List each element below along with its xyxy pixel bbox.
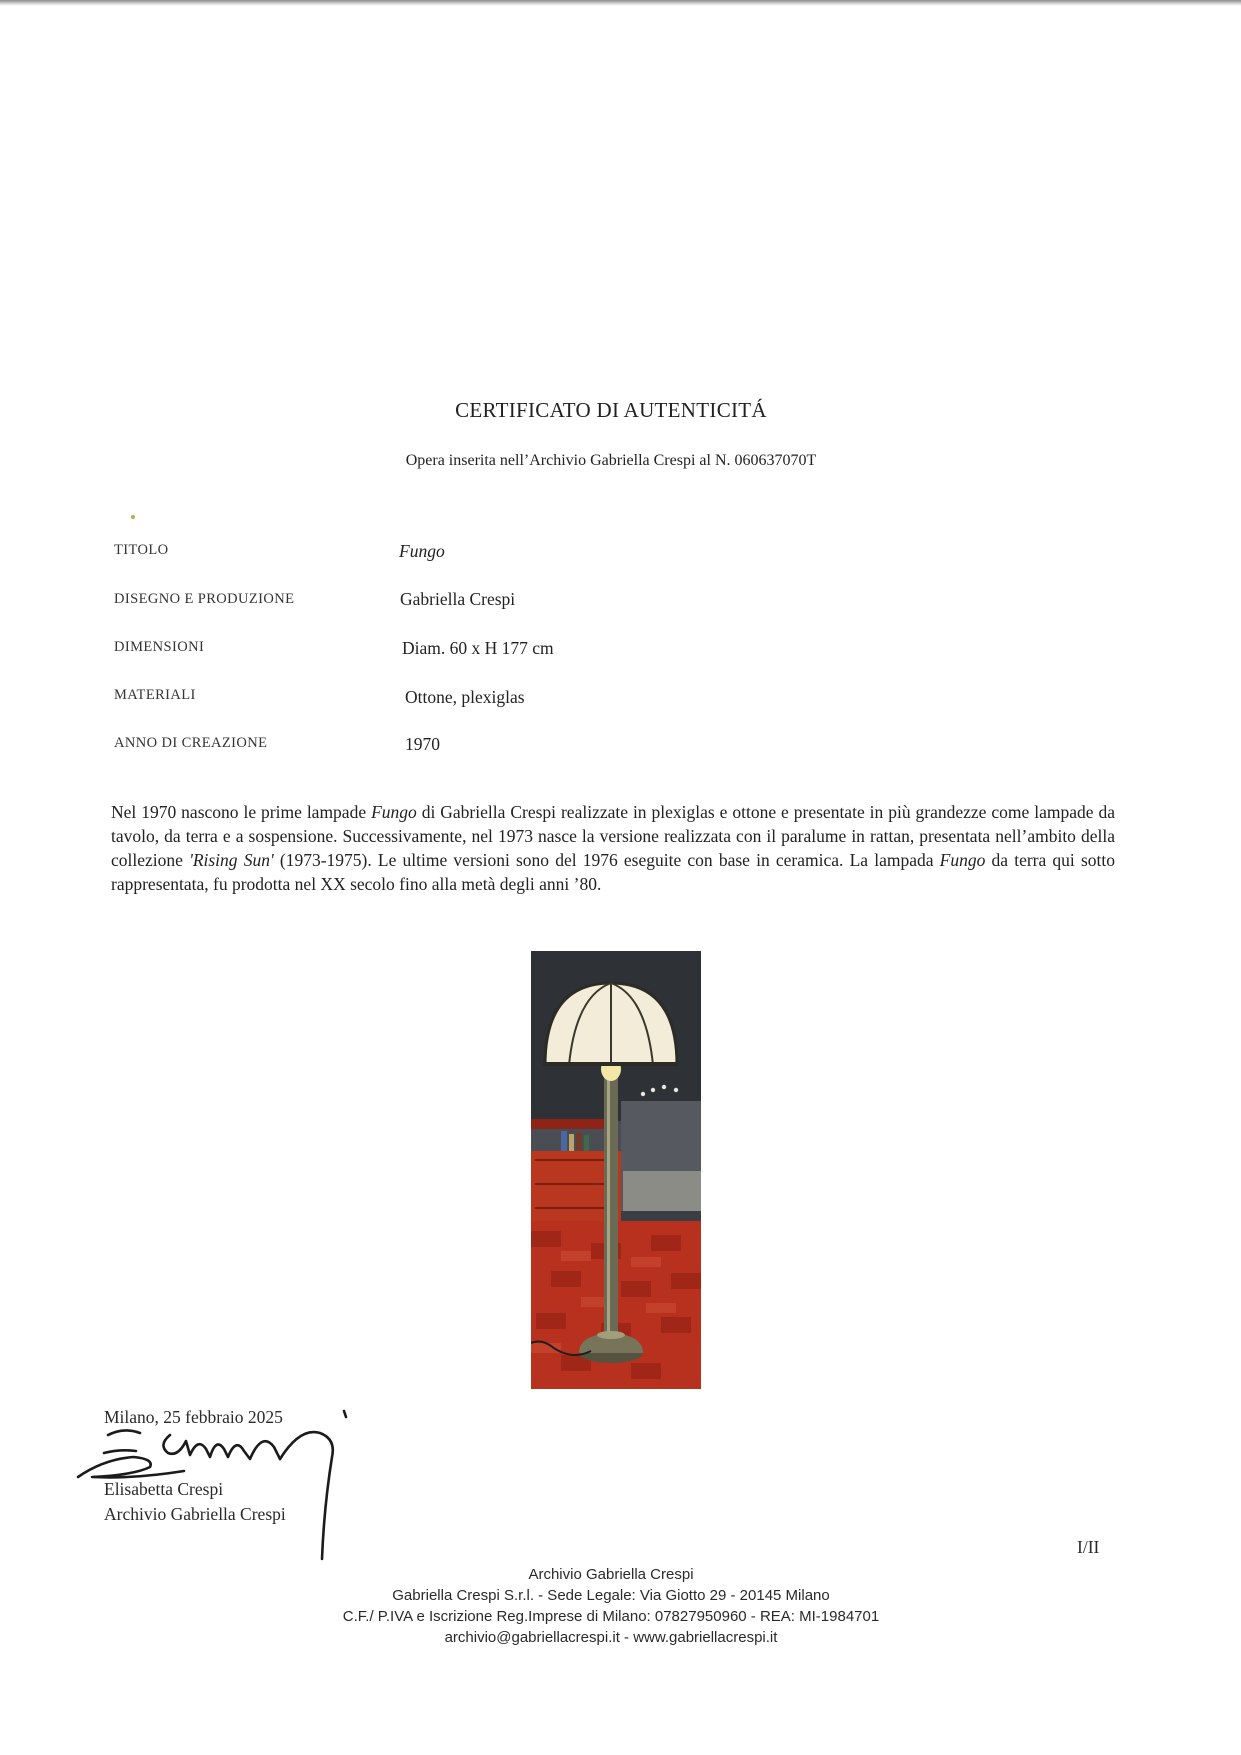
description-italic-fungo-2: Fungo <box>939 850 986 870</box>
field-label-anno: ANNO DI CREAZIONE <box>114 735 268 751</box>
description-italic-fungo: Fungo <box>371 802 417 822</box>
field-label-dimensioni: DIMENSIONI <box>114 639 205 655</box>
signer-name: Elisabetta Crespi <box>104 1479 224 1499</box>
archive-number-line: Opera inserita nell’Archivio Gabriella Crespi al N. 060637070T <box>405 452 817 469</box>
page-number: I/II <box>1077 1537 1100 1557</box>
scan-speck <box>131 515 135 519</box>
scan-top-edge <box>0 0 1241 6</box>
field-label-titolo: TITOLO <box>114 542 169 558</box>
description-text-4: da terra qui sotto rappresentata, fu prodotta nel XX secolo fino alla metà degli anni ’80. <box>111 850 1115 894</box>
footer-line-registration: C.F./ P.IVA e Iscrizione Reg.Imprese di Milano: 07827950960 - REA: MI-1984701 <box>342 1608 880 1625</box>
field-value-titolo: Fungo <box>399 541 445 561</box>
signer-organization: Archivio Gabriella Crespi <box>104 1504 286 1524</box>
description-text-2: di Gabriella Crespi realizzate in plexiglas e ottone e presentate in più grandezze come lampade da tavolo, da terra e a sospensione. Successivamente, nel 1973 nasce la versione realizzata con il paralume in rattan, presentata nell’ambito della collezione <box>111 802 1115 870</box>
footer-line-company: Gabriella Crespi S.r.l. - Sede Legale: Via Giotto 29 - 20145 Milano <box>392 1587 830 1604</box>
field-value-materiali: Ottone, plexiglas <box>405 687 525 707</box>
description-italic-collection: 'Rising Sun' <box>189 850 274 870</box>
footer-line-archive: Archivio Gabriella Crespi <box>528 1566 694 1583</box>
description-text-3: (1973-1975). Le ultime versioni sono del 1976 eseguite con base in ceramica. La lampada <box>273 850 940 870</box>
description-paragraph <box>111 800 1115 896</box>
field-value-disegno: Gabriella Crespi <box>400 589 516 609</box>
description-text-1: Nel 1970 nascono le prime lampade <box>111 802 372 822</box>
certificate-title: CERTIFICATO DI AUTENTICITÁ <box>455 398 767 422</box>
field-label-disegno: DISEGNO E PRODUZIONE <box>114 591 295 607</box>
footer-line-contacts: archivio@gabriellacrespi.it - www.gabriellacrespi.it <box>444 1629 778 1646</box>
place-and-date: Milano, 25 febbraio 2025 <box>104 1407 283 1427</box>
lamp-photo-illustration <box>531 951 701 1389</box>
field-value-dimensioni: Diam. 60 x H 177 cm <box>402 638 554 658</box>
lamp-photo <box>531 951 701 1389</box>
field-value-anno: 1970 <box>405 734 440 754</box>
field-label-materiali: MATERIALI <box>114 687 196 703</box>
